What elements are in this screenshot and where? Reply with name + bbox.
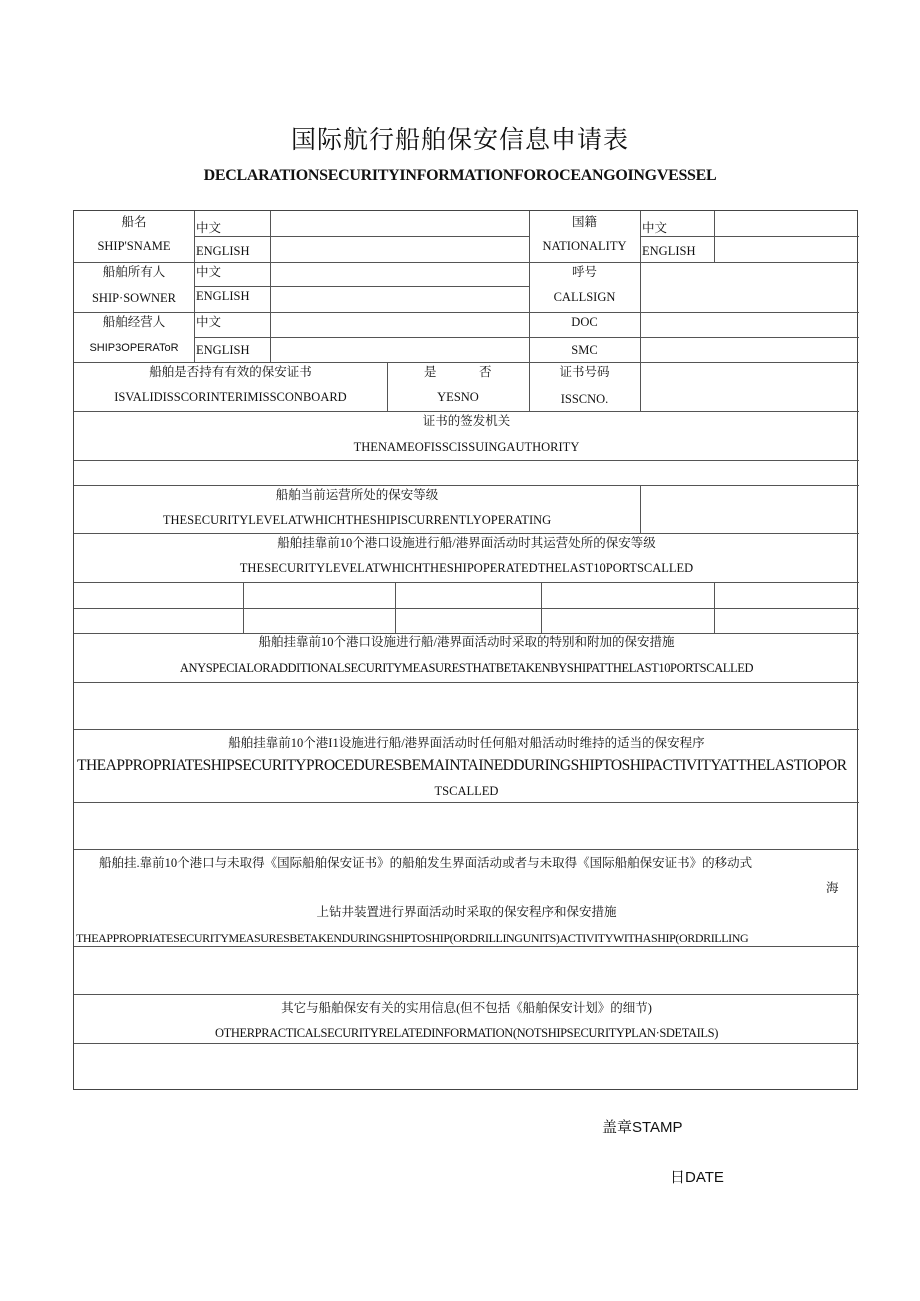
call-sign-field[interactable]	[641, 263, 858, 311]
operator-en-tag: ENGLISH	[196, 343, 250, 357]
nationality-en-tag: ENGLISH	[642, 244, 696, 258]
rule-row16	[74, 994, 859, 995]
operator-en-field[interactable]	[271, 338, 528, 361]
procedures-label-en-line2: TSCALLED	[434, 784, 499, 798]
rule-nation-lang-col	[640, 211, 641, 262]
nationality-zh-field[interactable]	[715, 212, 858, 235]
rule-row4	[74, 411, 859, 412]
owner-label-zh: 船舶所有人	[102, 265, 166, 279]
operator-zh-field[interactable]	[271, 313, 528, 336]
doc-label: DOC	[571, 315, 598, 329]
nationality-label-zh: 国籍	[571, 215, 597, 229]
owner-label-en: SHIP·SOWNER	[91, 291, 177, 305]
owner-en-tag: ENGLISH	[196, 289, 250, 303]
ship-name-zh-tag: 中文	[196, 221, 222, 235]
application-form-table	[73, 210, 858, 1090]
call-sign-label-zh: 呼号	[571, 265, 597, 279]
ship-name-en-tag: ENGLISH	[196, 244, 250, 258]
yes-no-en: YESNO	[437, 390, 479, 404]
authority-label-zh: 证书的签发机关	[422, 414, 511, 428]
smc-label: SMC	[571, 343, 598, 357]
rule-row10	[74, 633, 859, 634]
drilling-label-en: THEAPPROPRIATESECURITYMEASURESBETAKENDURINGSHIPTOSHIP(ORDRILLINGUNITS)ACTIVITYWITHASHIP(ORDRILLING	[76, 931, 749, 945]
special-measures-label-zh: 船舶挂靠前10个港口设施进行船/港界面活动时采取的特别和附加的保安措施	[258, 635, 675, 649]
ship-name-label-en: SHIP'SNAME	[97, 239, 171, 253]
doc-field[interactable]	[641, 313, 858, 336]
owner-zh-tag: 中文	[196, 265, 222, 279]
last10-level-label-en: THESECURITYLEVELATWHICHTHESHIPOPERATEDTHELAST10PORTSCALLED	[239, 561, 694, 575]
nationality-label-en: NATIONALITY	[542, 239, 627, 253]
operator-label-zh: 船舶经营人	[102, 315, 166, 329]
yes-option-zh[interactable]: 是	[424, 365, 437, 379]
issc-question-en: ISVALIDISSCORINTERIMISSCONBOARD	[114, 390, 347, 404]
special-measures-field[interactable]	[75, 683, 858, 728]
other-info-field[interactable]	[75, 1044, 858, 1089]
cert-no-label-en: ISSCNO.	[560, 392, 609, 406]
nationality-en-field[interactable]	[715, 237, 858, 261]
drilling-label-zh-hai: 海	[826, 881, 839, 895]
rule-row7	[74, 533, 859, 534]
issc-question-zh: 船舶是否持有有效的保安证书	[149, 365, 312, 379]
form-title-chinese: 国际航行船舶保安信息申请表	[290, 127, 629, 154]
smc-field[interactable]	[641, 338, 858, 361]
nationality-zh-tag: 中文	[642, 221, 668, 235]
current-level-field[interactable]	[641, 486, 858, 532]
ship-name-en-field[interactable]	[271, 237, 528, 261]
operator-zh-tag: 中文	[196, 315, 222, 329]
owner-zh-field[interactable]	[271, 263, 528, 285]
current-level-label-en: THESECURITYLEVELATWHICHTHESHIPISCURRENTLYOPERATING	[162, 513, 552, 527]
cert-no-label-zh: 证书号码	[559, 365, 610, 379]
form-title-english: DECLARATIONSECURITYINFORMATIONFOROCEANGOINGVESSEL	[203, 167, 717, 184]
rule-row14	[74, 849, 859, 850]
procedures-field[interactable]	[75, 803, 858, 848]
other-info-label-zh: 其它与船舶保安有关的实用信息(但不包括《船舶保安计划》的细节)	[281, 1001, 652, 1015]
operator-label-en: SHIP3OPERAToR	[89, 342, 179, 354]
cert-no-field[interactable]	[641, 363, 858, 410]
no-option-zh[interactable]: 否	[479, 365, 492, 379]
call-sign-label-en: CALLSIGN	[553, 290, 616, 304]
special-measures-label-en: ANYSPECIALORADDITIONALSECURITYMEASURESTHATBETAKENBYSHIPATTHELAST10PORTSCALLED	[179, 661, 754, 675]
stamp-label: 盖章STAMP	[602, 1119, 683, 1136]
procedures-label-zh: 船舶挂靠前10个港I1设施进行船/港界面活动时任何船对船活动时维持的适当的保安程序	[228, 736, 705, 750]
drilling-label-zh-line2: 上钻井装置进行界面活动时采取的保安程序和保安措施	[316, 905, 617, 919]
rule-label-col	[194, 211, 195, 362]
date-label: 日DATE	[670, 1169, 724, 1186]
authority-field[interactable]	[75, 461, 858, 484]
current-level-label-zh: 船舶当前运营所处的保安等级	[275, 488, 439, 502]
procedures-label-en-line1: THEAPPROPRIATESHIPSECURITYPROCEDURESBEMAINTAINEDDURINGSHIPTOSHIPACTIVITYATTHELASTIOPOR	[77, 757, 847, 774]
ship-name-zh-field[interactable]	[271, 212, 528, 235]
owner-en-field[interactable]	[271, 287, 528, 311]
last10-ports-grid[interactable]	[75, 583, 858, 632]
ship-name-label-zh: 船名	[121, 215, 147, 229]
drilling-label-zh-line1: 船舶挂.靠前10个港口与未取得《国际船舶保安证书》的船舶发生界面活动或者与未取得《国际船舶保安证书》的移动式	[99, 856, 753, 870]
rule-row12	[74, 729, 859, 730]
drilling-field[interactable]	[75, 947, 858, 993]
last10-level-label-zh: 船舶挂靠前10个港口设施进行船/港界面活动时其运营处所的保安等级	[277, 536, 656, 550]
authority-label-en: THENAMEOFISSCISSUINGAUTHORITY	[353, 440, 580, 454]
other-info-label-en: OTHERPRACTICALSECURITYRELATEDINFORMATION(NOTSHIPSECURITYPLAN·SDETAILS)	[215, 1026, 718, 1040]
